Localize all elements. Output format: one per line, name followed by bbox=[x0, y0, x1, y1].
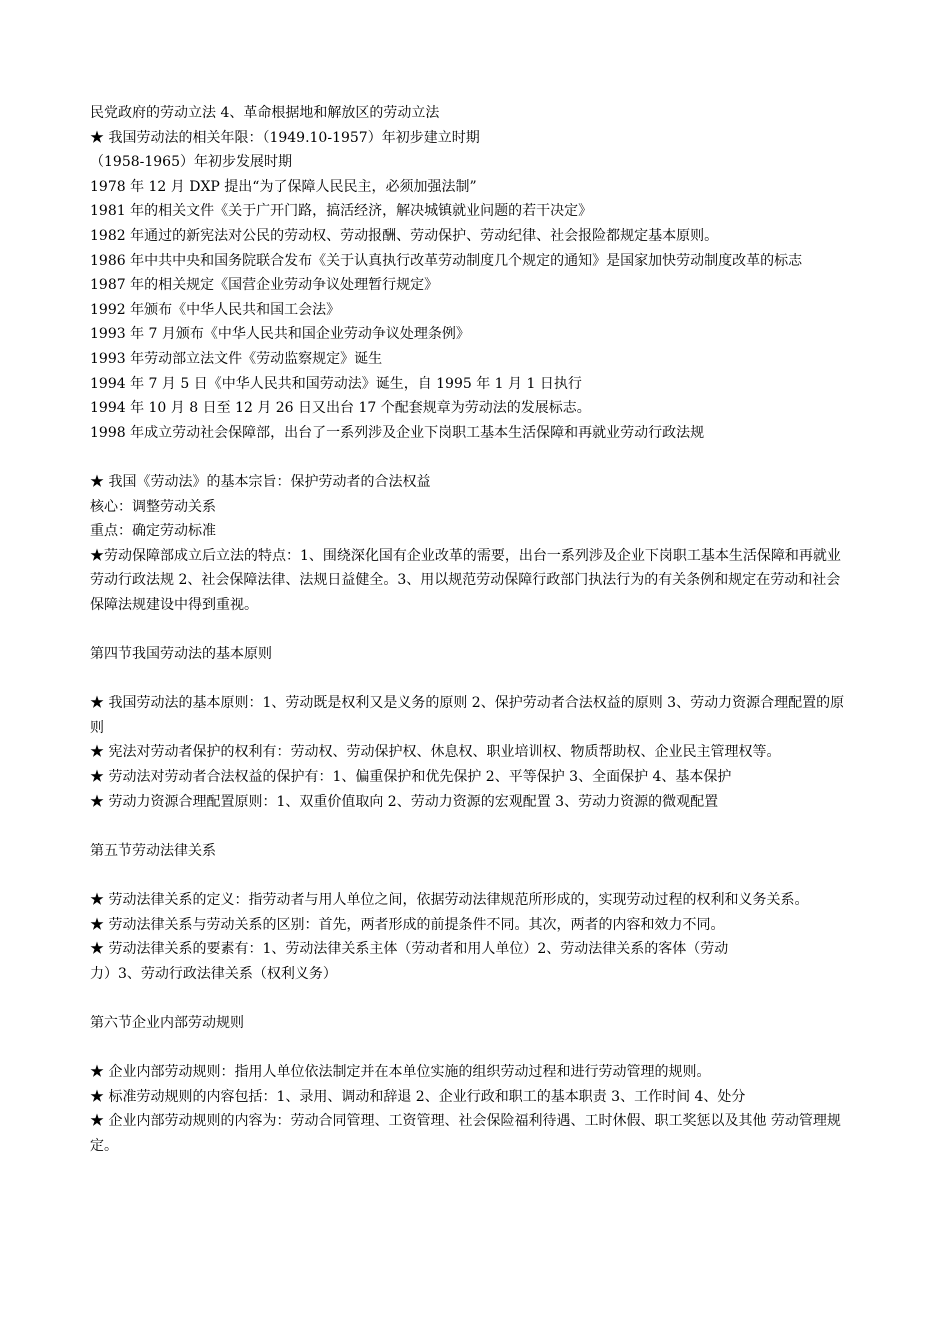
text-line: 核心：调整劳动关系 bbox=[90, 498, 216, 515]
text-line: （1958-1965）年初步发展时期 bbox=[90, 154, 292, 171]
text-line: 1994 年 10 月 8 日至 12 月 26 日又出台 17 个配套规章为劳动法的发展标志。 bbox=[90, 400, 591, 417]
text-line: 1992 年颁布《中华人民共和国工会法》 bbox=[90, 301, 341, 318]
text-line: 1982 年通过的新宪法对公民的劳动权、劳动报酬、劳动保护、劳动纪律、社会报险都规定基本原则。 bbox=[90, 227, 719, 244]
paragraph-legislation-features: ★劳动保障部成立后立法的特点：1、围绕深化国有企业改革的需要，出台一系列涉及企业下岗职工基本生活保障和再就业劳动行政法规 2、社会保障法律、法规日益健全。3、用以规范劳动保障行政部门执法行为的有关条例和规定在劳动和社会保障法规建设中得到重视。 bbox=[90, 547, 841, 613]
paragraph-basic-principles: ★ 我国劳动法的基本原则：1、劳动既是权利又是义务的原则 2、保护劳动者合法权益的原则 3、劳动力资源合理配置的原则 bbox=[90, 695, 845, 736]
blank-line bbox=[90, 814, 852, 839]
text-line: ★ 劳动法律关系的要素有：1、劳动法律关系主体（劳动者和用人单位）2、劳动法律关系的客体（劳动 bbox=[90, 941, 729, 958]
text-line: ★ 企业内部劳动规则：指用人单位依法制定并在本单位实施的组织劳动过程和进行劳动管理的规则。 bbox=[90, 1064, 711, 1081]
paragraph-rules-content: ★ 企业内部劳动规则的内容为：劳动合同管理、工资管理、社会保险福利待遇、工时休假、职工奖惩以及其他 劳动管理规定。 bbox=[90, 1113, 841, 1154]
paragraph-legal-relation-definition: ★ 劳动法律关系的定义：指劳动者与用人单位之间，依据劳动法律规范所形成的，实现劳动过程的权利和义务关系。 bbox=[90, 892, 809, 908]
text-line: ★ 我国《劳动法》的基本宗旨：保护劳动者的合法权益 bbox=[90, 473, 431, 490]
blank-line bbox=[90, 986, 852, 1011]
text-line: 重点：确定劳动标准 bbox=[90, 523, 216, 540]
text-line: ★ 劳动力资源合理配置原则：1、双重价值取向 2、劳动力资源的宏观配置 3、劳动力资源的微观配置 bbox=[90, 793, 719, 810]
text-line: 1994 年 7 月 5 日《中华人民共和国劳动法》诞生，自 1995 年 1 月 1 日执行 bbox=[90, 375, 582, 392]
text-line: ★ 我国劳动法的相关年限：（1949.10-1957）年初步建立时期 bbox=[90, 129, 480, 146]
section-heading: 第五节劳动法律关系 bbox=[90, 842, 216, 859]
blank-line bbox=[90, 1036, 852, 1061]
blank-line bbox=[90, 617, 852, 642]
paragraph-1986: 1986 年中共中央和国务院联合发布《关于认真执行改革劳动制度几个规定的通知》是国家加快劳动制度改革的标志 bbox=[90, 252, 803, 269]
text-line: ★ 劳动法律关系与劳动关系的区别：首先，两者形成的前提条件不同。其次，两者的内容和效力不同。 bbox=[90, 916, 725, 933]
blank-line bbox=[90, 445, 852, 470]
text-line: 1978 年 12 月 DXP 提出“为了保障人民民主，必须加强法制” bbox=[90, 178, 477, 195]
text-line: 1987 年的相关规定《国营企业劳动争议处理暂行规定》 bbox=[90, 277, 439, 294]
text-line: 1981 年的相关文件《关于广开门路，搞活经济，解决城镇就业问题的若干决定》 bbox=[90, 203, 593, 220]
document-page bbox=[90, 101, 852, 1159]
text-line: 1993 年 7 月颁布《中华人民共和国企业劳动争议处理条例》 bbox=[90, 326, 470, 343]
text-line: ★ 标准劳动规则的内容包括：1、录用、调动和辞退 2、企业行政和职工的基本职责 3、工作时间 4、处分 bbox=[90, 1088, 746, 1105]
section-heading: 第四节我国劳动法的基本原则 bbox=[90, 646, 272, 663]
paragraph-constitution-rights: ★ 宪法对劳动者保护的权利有：劳动权、劳动保护权、休息权、职业培训权、物质帮助权、企业民主管理权等。 bbox=[90, 744, 781, 761]
text-line: 1993 年劳动部立法文件《劳动监察规定》诞生 bbox=[90, 350, 383, 367]
text-line: 1998 年成立劳动社会保障部，出台了一系列涉及企业下岗职工基本生活保障和再就业劳动行政法规 bbox=[90, 424, 705, 441]
text-line: ★ 劳动法对劳动者合法权益的保护有：1、偏重保护和优先保护 2、平等保护 3、全面保护 4、基本保护 bbox=[90, 769, 732, 786]
section-heading: 第六节企业内部劳动规则 bbox=[90, 1014, 244, 1031]
blank-line bbox=[90, 667, 852, 692]
text-line: 民党政府的劳动立法 4、革命根据地和解放区的劳动立法 bbox=[90, 105, 440, 121]
blank-line bbox=[90, 863, 852, 888]
text-line: 力）3、劳动行政法律关系（权利义务） bbox=[90, 965, 337, 982]
